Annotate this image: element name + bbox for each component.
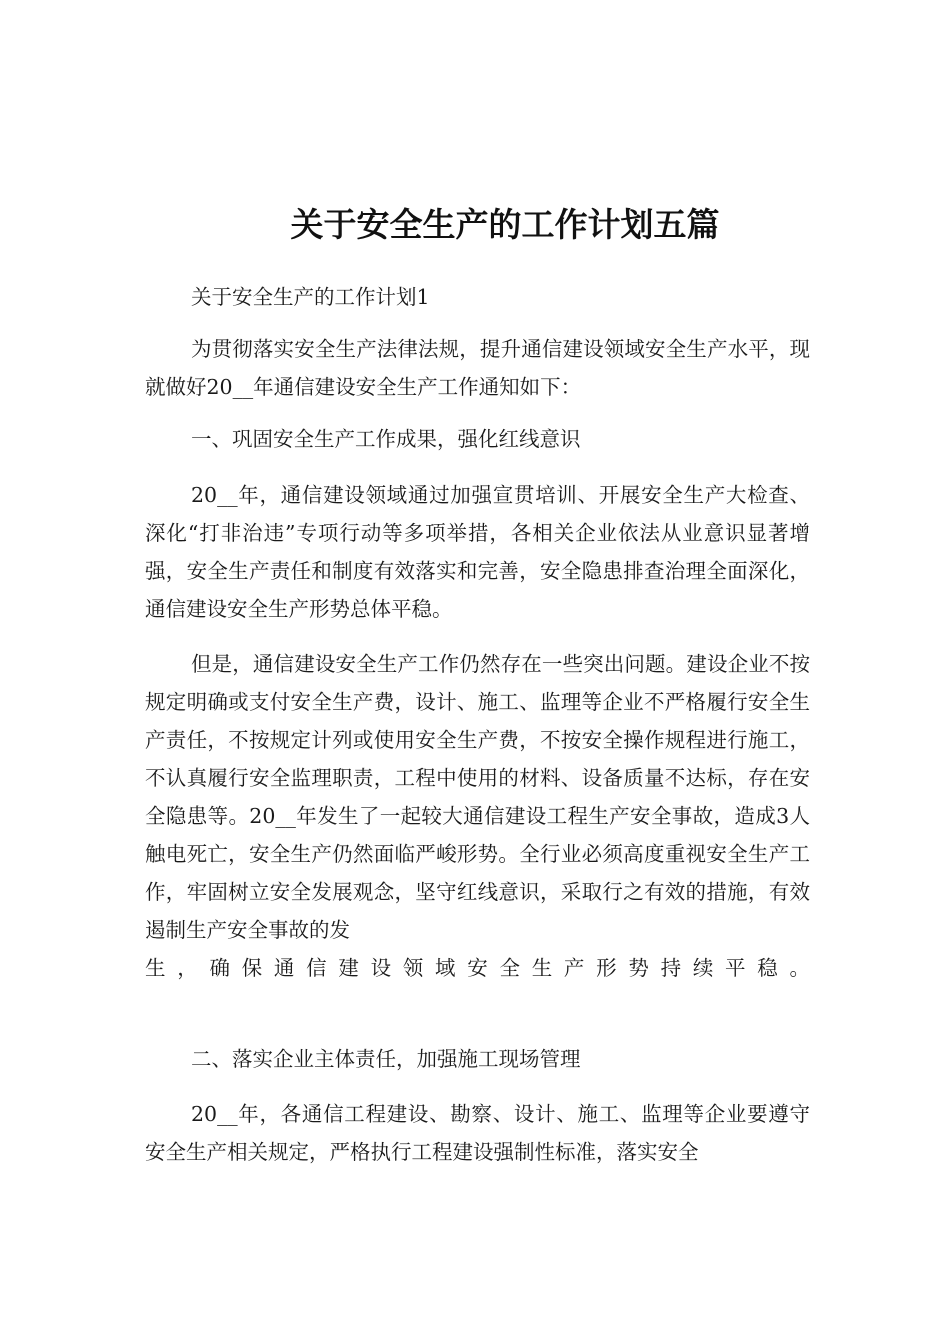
section-heading-1: 一、巩固安全生产工作成果，强化红线意识: [191, 427, 581, 451]
paragraph-2: [145, 645, 810, 987]
section-heading-2: 二、落实企业主体责任，加强施工现场管理: [191, 1047, 581, 1071]
paragraph-2-main: 但是，通信建设安全生产工作仍然存在一些突出问题。建设企业不按规定明确或支付安全生产费，设计、施工、监理等企业不严格履行安全生产责任，不按规定计列或使用安全生产费，不按安全操作规程进行施工，不认真履行安全监理职责，工程中使用的材料、设备质量不达标，存在安全隐患等。20__年发生了一起较大通信建设工程生产安全事故，造成3人触电死亡，安全生产仍然面临严峻形势。全行业必须高度重视安全生产工作，牢固树立安全发展观念，坚守红线意识，采取行之有效的措施，有效遏制生产安全事故的发: [145, 652, 810, 942]
paragraph-3: 20__年，各通信工程建设、勘察、设计、施工、监理等企业要遵守安全生产相关规定，严格执行工程建设强制性标准，落实安全: [145, 1102, 810, 1164]
intro-paragraph: 为贯彻落实安全生产法律法规，提升通信建设领域安全生产水平，现就做好20__年通信建设安全生产工作通知如下：: [145, 337, 810, 399]
document-title: 关于安全生产的工作计划五篇: [290, 205, 720, 244]
paragraph-2-last-line: 生，确保通信建设领域安全生产形势持续平稳。: [145, 956, 810, 980]
paragraph-1: 20__年，通信建设领域通过加强宣贯培训、开展安全生产大检查、深化“打非治违”专项行动等多项举措，各相关企业依法从业意识显著增强，安全生产责任和制度有效落实和完善，安全隐患排查治理全面深化，通信建设安全生产形势总体平稳。: [145, 483, 810, 621]
section-subtitle: 关于安全生产的工作计划1: [191, 285, 430, 309]
